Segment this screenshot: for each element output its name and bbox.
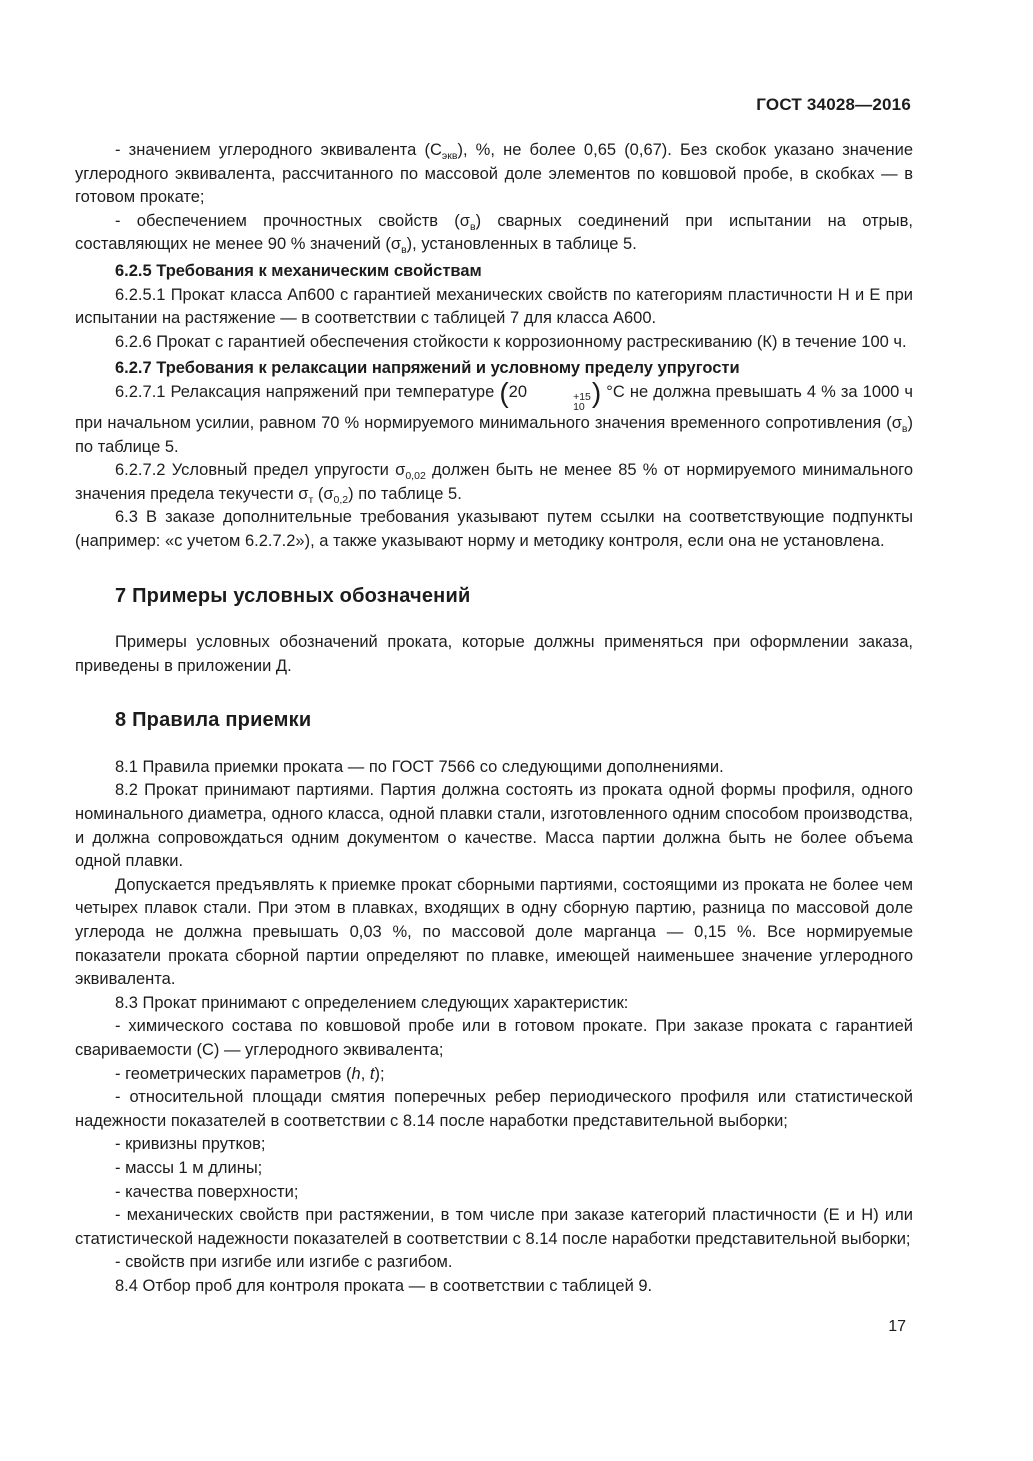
standard-number: ГОСТ 34028—2016 (756, 95, 911, 114)
paragraph: - кривизны прутков; (115, 1135, 266, 1154)
paragraph: 8.4 Отбор проб для контроля проката — в соответствии с таблицей 9. (115, 1276, 653, 1295)
paragraph: 6.2.7.2 Условный предел упругости $\sigma_{0,02}$ должен быть не менее 85 % от нормируемого минимального значения предела текучести $\sigma_т$ $(\sigma_{0,2})$ по таблице 5. (75, 461, 913, 506)
paragraph: 6.2.5.1 Прокат класса Ап600 с гарантией механических свойств по категориям пластичности Н и Е при испытании на растяжение — в соответствии с таблицей 7 для класса А600. (75, 285, 913, 328)
paragraph: Примеры условных обозначений проката, которые должны применяться при оформлении заказа, приведены в приложении Д. (75, 633, 913, 675)
paragraph: 6.2.6 Прокат с гарантией обеспечения стойкости к коррозионному растрескиванию (К) в течение 100 ч. (115, 332, 907, 351)
section-heading: 7 Примеры условных обозначений (115, 584, 471, 607)
paragraph: - механических свойств при растяжении, в том числе при заказе категорий пластичности (Е и Н) или статистической надежности показателей в соответствии с 8.14 после наработки представительной выборки; (75, 1206, 913, 1248)
section-heading: 8 Правила приемки (115, 709, 312, 732)
paragraph: Допускается предъявлять к приемке прокат сборными партиями, состоящими из проката не более чем четырех плавок стали. При этом в плавках, входящих в одну сборную партию, разница по массовой доле углерода не должна превышать 0,03 %, по массовой доле марганца — 0,15 %. Все нормируемые показатели проката сборной партии определяют по плавке, имеющей наименьшее значение углеродного эквивалента. (75, 875, 913, 989)
paragraph: - геометрических параметров (h, t); (115, 1064, 385, 1083)
subsection-heading: 6.2.7 Требования к релаксации напряжений и условному пределу упругости (115, 359, 740, 378)
paragraph: - качества поверхности; (115, 1182, 299, 1201)
paragraph: - относительной площади смятия поперечных ребер периодического профиля или статистической надежности показателей в соответствии с 8.14 после наработки представительной выборки; (75, 1088, 913, 1130)
paragraph: 8.2 Прокат принимают партиями. Партия должна состоять из проката одной формы профиля, одного номинального диаметра, одного класса, одной плавки стали, изготовленного одним способом производства, и должна сопровождаться одним документом о качестве. Масса партии должна быть не более объема одной плавки. (75, 781, 913, 871)
paragraph: - массы 1 м длины; (115, 1158, 263, 1177)
paragraph: 6.2.7.1 Релаксация напряжений при температуре (20 +15 10 ) °С не должна превышать 4 % за 1000 ч при начальном усилии, равном 70 % нормируемого минимального значения временного сопротивления $(\sigma_в)$ по таблице 5. (75, 376, 914, 456)
paragraph: - свойств при изгибе или изгибе с разгибом. (115, 1253, 453, 1272)
document-content (75, 139, 913, 1299)
subsection-heading: 6.2.5 Требования к механическим свойствам (115, 261, 482, 280)
paragraph: 8.1 Правила приемки проката — по ГОСТ 7566 со следующими дополнениями. (115, 757, 724, 776)
paragraph: - химического состава по ковшовой пробе или в готовом прокате. При заказе проката с гарантией свариваемости (С) — углеродного эквивалента; (75, 1017, 913, 1059)
page-number: 17 (888, 1318, 906, 1335)
paragraph: - обеспечением прочностных свойств $(\sigma_в)$ сварных соединений при испытании на отрыв, составляющих не менее 90 % значений $(\sigma_в)$, установленных в таблице 5. (75, 211, 913, 257)
page-header (756, 95, 911, 115)
paragraph: - значением углеродного эквивалента $(С_{экв})$, %, не более 0,65 (0,67). Без скобок указано значение углеродного эквивалента, рассчитанного по массовой доле элементов по ковшовой пробе, в скобках — в готовом прокате; (75, 141, 913, 207)
paragraph: 6.3 В заказе дополнительные требования указывают путем ссылки на соответствующие подпункты (например: «с учетом 6.2.7.2»), а также указывают норму и методику контроля, если она не установлена. (75, 508, 913, 550)
tolerance-stack: +15 10 (573, 390, 591, 413)
paragraph: 8.3 Прокат принимают с определением следующих характеристик: (115, 993, 629, 1012)
